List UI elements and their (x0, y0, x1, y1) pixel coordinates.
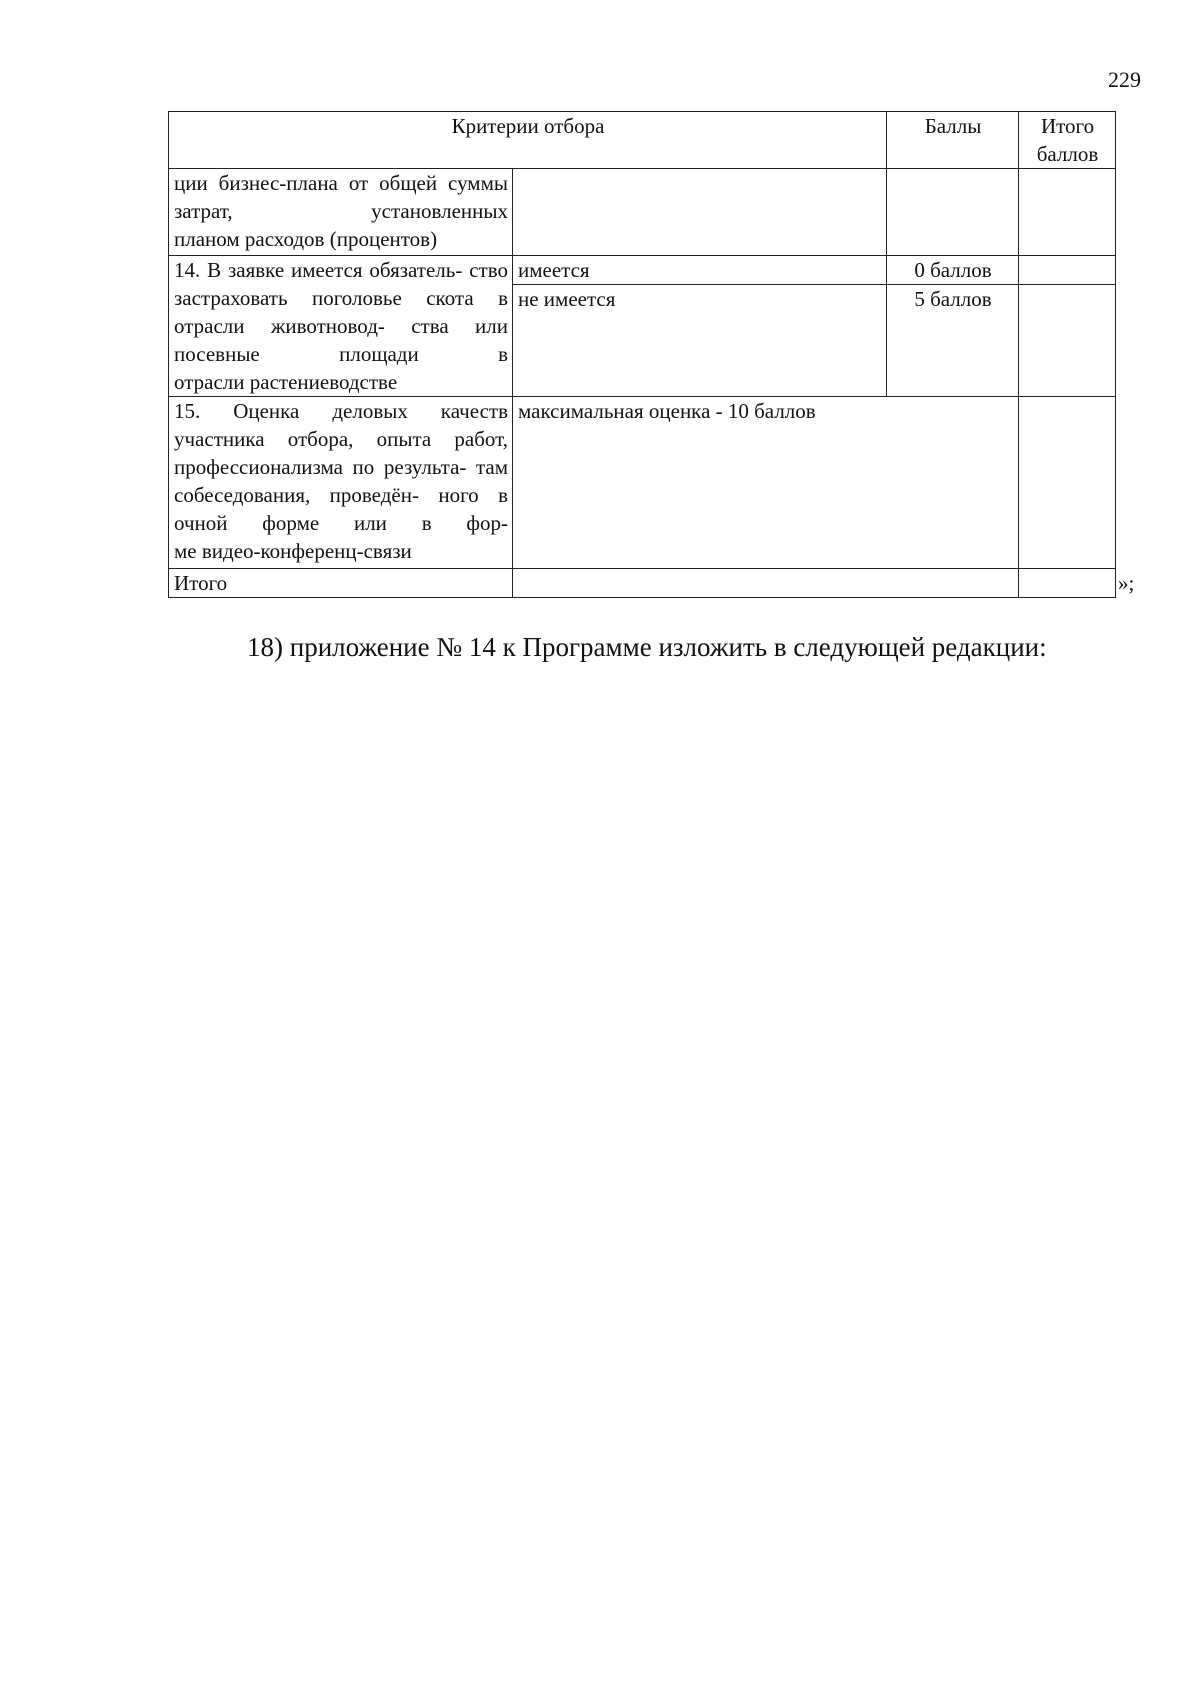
criterion-line: отрасли растениеводстве (174, 370, 398, 394)
criterion-line: профессионализма по результа- (174, 455, 467, 479)
page-number: 229 (1108, 67, 1141, 92)
criterion-cell (169, 397, 513, 569)
total-cell (1019, 285, 1116, 397)
option-cell: имеется (513, 256, 887, 285)
total-value-cell (513, 569, 1019, 598)
closing-quote: »; (1118, 571, 1135, 595)
points-cell: 5 баллов (887, 285, 1019, 397)
criterion-line: 15. Оценка деловых качеств (174, 399, 508, 423)
criterion-line: ного в очной форме или в фор- (174, 483, 508, 535)
total-label: Итого (169, 569, 513, 598)
criterion-line: ме видео-конференц-связи (174, 539, 412, 563)
criterion-line: участника отбора, опыта работ, (174, 427, 508, 451)
points-cell: 0 баллов (887, 256, 1019, 285)
criterion-line: планом расходов (процентов) (174, 227, 438, 251)
table-row (169, 256, 1116, 285)
header-points: Баллы (887, 112, 1019, 169)
table-row (169, 169, 1116, 256)
criterion-line: там собеседования, проведён- (174, 455, 509, 507)
criterion-line: скота в отрасли животновод- (174, 286, 508, 338)
selection-criteria-table (168, 111, 1116, 598)
total-cell (1019, 256, 1116, 285)
option-cell: максимальная оценка - 10 баллов (513, 397, 1019, 569)
header-criteria: Критерии отбора (169, 112, 887, 169)
option-cell: не имеется (513, 285, 887, 397)
criterion-line: 14. В заявке имеется обязатель- (174, 258, 463, 282)
total-cell (1019, 169, 1116, 256)
criterion-line: ство застраховать поголовье (174, 258, 509, 310)
total-cell (1019, 569, 1116, 598)
criterion-cell (169, 256, 513, 397)
total-cell (1019, 397, 1116, 569)
table-row (169, 397, 1116, 569)
amendment-paragraph: 18) приложение № 14 к Программе изложить в следующей редакции: (247, 632, 1047, 662)
table-header-row (169, 112, 1116, 169)
header-total-points: Итого баллов (1019, 112, 1116, 169)
option-cell (513, 169, 887, 256)
points-cell (887, 169, 1019, 256)
criterion-line: ции бизнес-плана от общей (174, 171, 438, 195)
criterion-line: суммы затрат, установленных (174, 171, 508, 223)
criterion-cell (169, 169, 513, 256)
table-row-total (169, 569, 1116, 598)
criterion-line: ства или посевные площади в (174, 314, 508, 366)
